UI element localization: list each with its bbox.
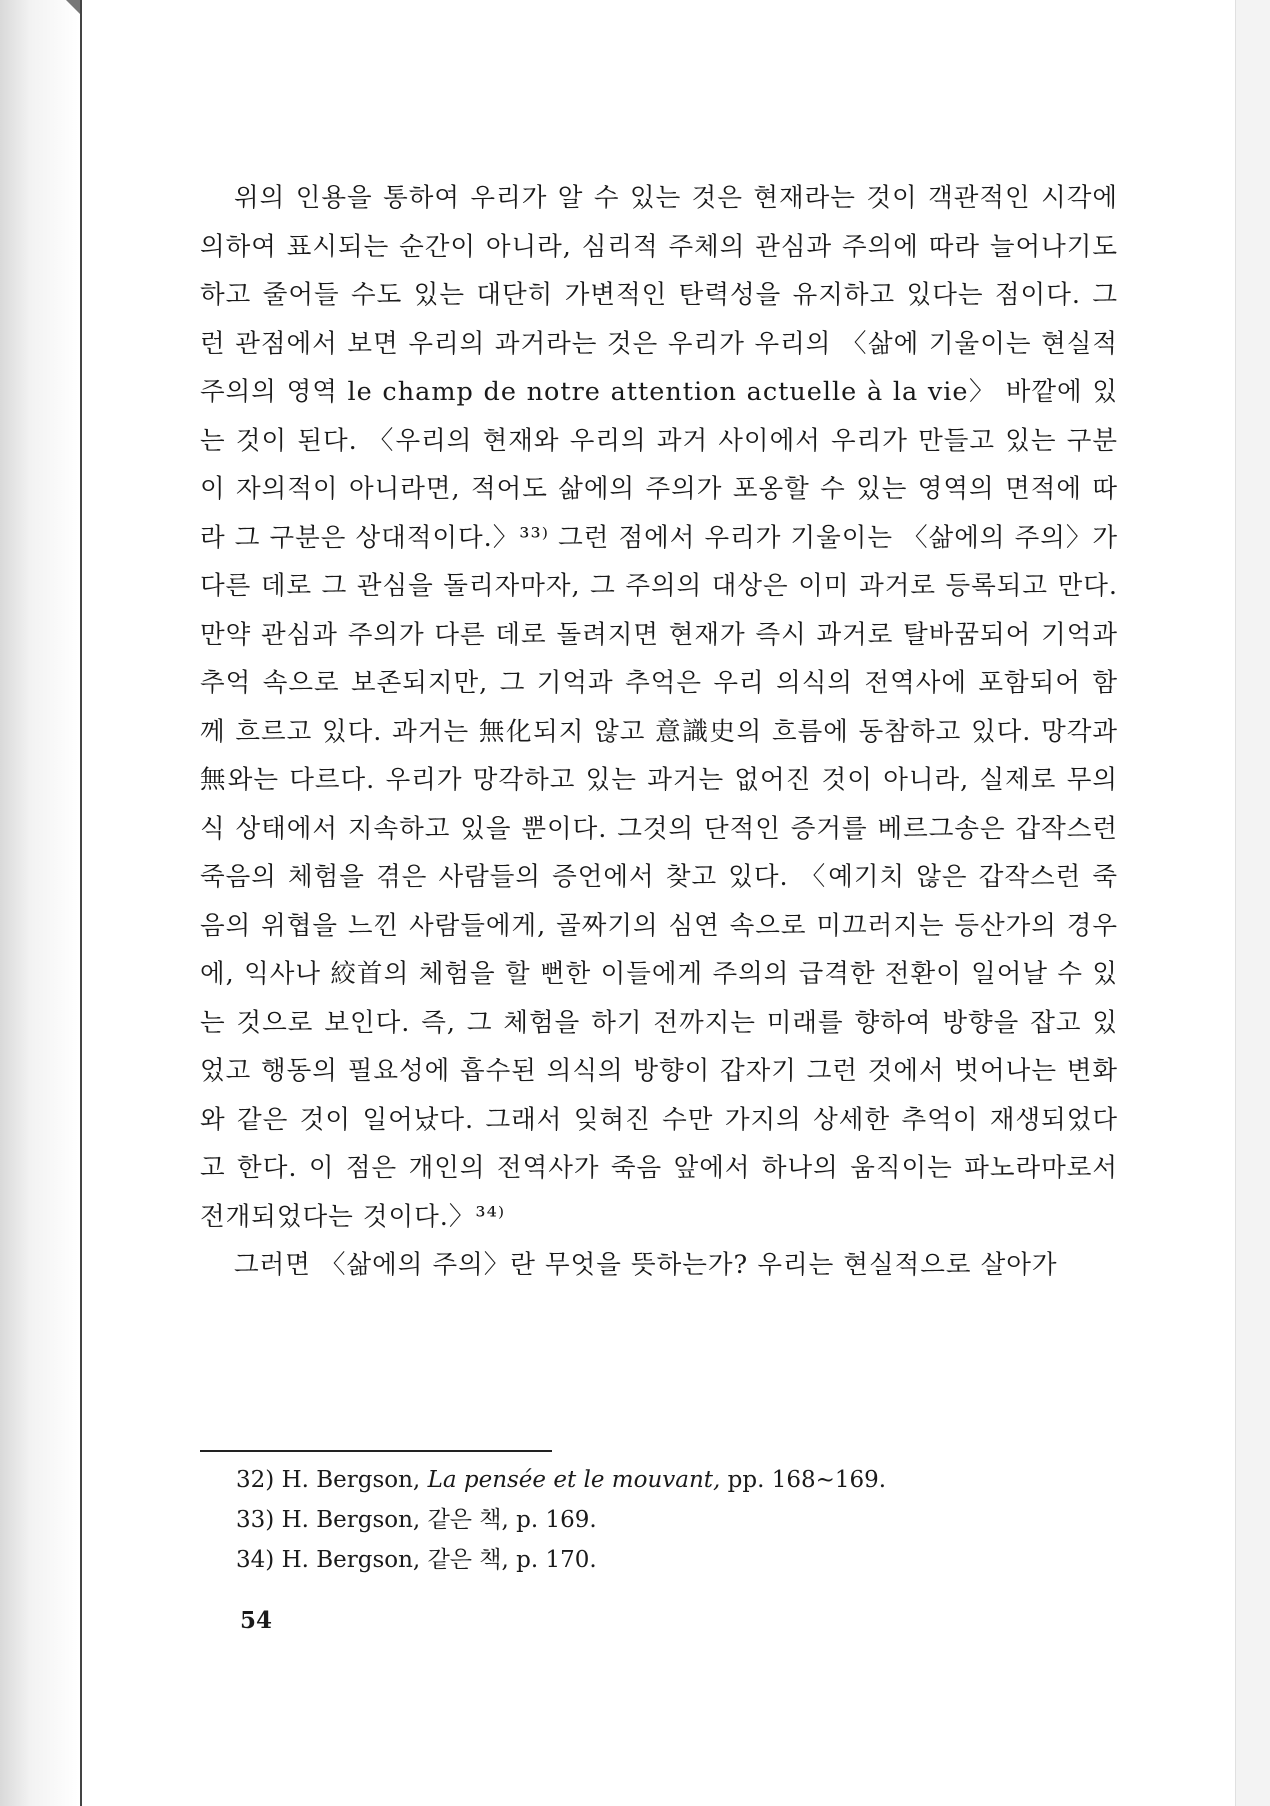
- page-right-edge: [1235, 0, 1270, 1806]
- paragraph: 그러면 〈삶에의 주의〉란 무엇을 뜻하는가? 우리는 현실적으로 살아가: [234, 1250, 1058, 1280]
- footnote-author: H. Bergson,: [281, 1547, 421, 1573]
- footnotes: [236, 1460, 1036, 1580]
- footnote-number: 32): [236, 1467, 275, 1493]
- footnote-number: 34): [236, 1547, 275, 1573]
- footnote-ref: 같은 책, p. 170.: [427, 1547, 597, 1573]
- footnote-author: H. Bergson,: [281, 1507, 421, 1533]
- footnote-33: [236, 1500, 1036, 1540]
- footnote-34: [236, 1540, 1036, 1580]
- footnote-32: [236, 1460, 1036, 1500]
- page-number: 54: [240, 1607, 273, 1634]
- footnote-ref: 같은 책, p. 169.: [427, 1507, 597, 1533]
- footnote-rule: [200, 1450, 552, 1452]
- page-left-edge: [0, 0, 82, 1806]
- body-text: [200, 174, 1118, 1290]
- page-corner: [66, 0, 80, 14]
- footnote-ref: pp. 168∼169.: [727, 1467, 887, 1493]
- footnote-title: La pensée et le mouvant,: [427, 1467, 721, 1493]
- footnote-author: H. Bergson,: [281, 1467, 421, 1493]
- footnote-number: 33): [236, 1507, 275, 1533]
- paragraph: 위의 인용을 통하여 우리가 알 수 있는 것은 현재라는 것이 객관적인 시각에 의하여 표시되는 순간이 아니라, 심리적 주체의 관심과 주의에 따라 늘어나기도 하고 줄어들 수도 있는 대단히 가변적인 탄력성을 유지하고 있다는 점이다. 그런 관점에서 보면 우리의 과거라는 것은 우리가 우리의 〈삶에 기울이는 현실적 주의의 영역 le champ de notre attention actuelle à la vie〉 바깥에 있는 것이 된다. 〈우리의 현재와 우리의 과거 사이에서 우리가 만들고 있는 구분이 자의적이 아니라면, 적어도 삶에의 주의가 포옹할 수 있는 영역의 면적에 따라 그 구분은 상대적이다.〉³³⁾ 그런 점에서 우리가 기울이는 〈삶에의 주의〉가 다른 데로 그 관심을 돌리자마자, 그 주의의 대상은 이미 과거로 등록되고 만다. 만약 관심과 주의가 다른 데로 돌려지면 현재가 즉시 과거로 탈바꿈되어 기억과 추억 속으로 보존되지만, 그 기억과 추억은 우리 의식의 전역사에 포함되어 함께 흐르고 있다. 과거는 無化되지 않고 意識史의 흐름에 동참하고 있다. 망각과 無와는 다르다. 우리가 망각하고 있는 과거는 없어진 것이 아니라, 실제로 무의식 상태에서 지속하고 있을 뿐이다. 그것의 단적인 증거를 베르그송은 갑작스런 죽음의 체험을 겪은 사람들의 증언에서 찾고 있다. 〈예기치 않은 갑작스런 죽음의 위협을 느낀 사람들에게, 골짜기의 심연 속으로 미끄러지는 등산가의 경우에, 익사나 絞首의 체험을 할 뻔한 이들에게 주의의 급격한 전환이 일어날 수 있는 것으로 보인다. 즉, 그 체험을 하기 전까지는 미래를 향하여 방향을 잡고 있었고 행동의 필요성에 흡수된 의식의 방향이 갑자기 그런 것에서 벗어나는 변화와 같은 것이 일어났다. 그래서 잊혀진 수만 가지의 상세한 추억이 재생되었다고 한다. 이 점은 개인의 전역사가 죽음 앞에서 하나의 움직이는 파노라마로서 전개되었다는 것이다.〉³⁴⁾: [200, 183, 1118, 1232]
